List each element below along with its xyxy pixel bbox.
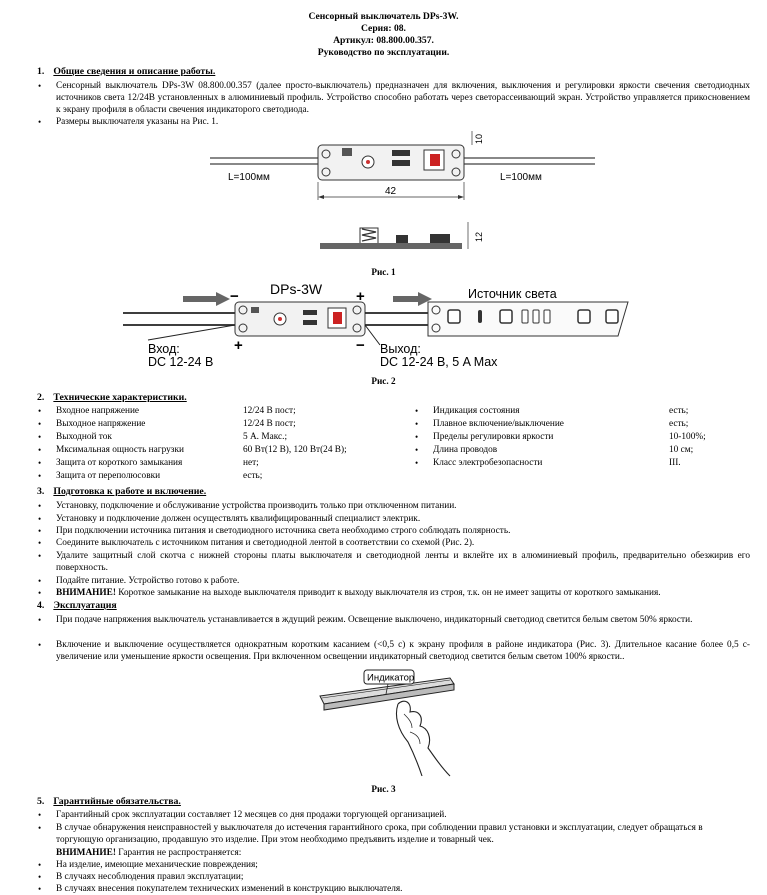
list-item-text (56, 587, 750, 599)
list-item (38, 614, 750, 626)
list-item-text: • Установку и подключение должен осуществлять квалифицированный специалист электрик. (56, 514, 421, 524)
doc-subtitle: Руководство по эксплуатации. (317, 47, 450, 58)
warning-label: ВНИМАНИЕ! (56, 848, 116, 858)
warning-label: ВНИМАНИЕ! (56, 588, 116, 598)
warning-text: Короткое замыкание на выходе выключателя приводит к выходу выключателя из строя, т.к. он не имеет защиты от короткого замыкания. (115, 588, 661, 598)
spec-value: 5 А. Макс.; (243, 432, 288, 442)
list-item (38, 537, 750, 549)
spec-row (38, 470, 408, 482)
list-item (38, 883, 750, 895)
warranty-warning (56, 847, 241, 859)
spec-row (38, 431, 408, 443)
spec-row (415, 457, 755, 469)
section-4-heading (37, 600, 117, 612)
list-item-text: • При подаче напряжения выключатель устанавливается в ждущий режим. Освещение выключено, индикаторный светодиод светится белым светом 50% яркости. (56, 615, 693, 625)
output-value: DC 12-24 В, 5 A Max (380, 355, 498, 369)
list-item-text: • Соедините выключатель с источником питания и светодиодной лентой в соответствии со схемой (Рис. 2). (56, 538, 475, 548)
section-2-heading (37, 392, 187, 404)
height-dimension: 10 (474, 133, 484, 144)
minus-sign: − (230, 288, 239, 305)
list-item (38, 525, 750, 537)
figure-2-wiring-diagram (118, 280, 638, 376)
section-number: 4. (37, 600, 45, 611)
spec-key: • Длина проводов (433, 445, 498, 455)
spec-row (415, 418, 755, 430)
section-title: Технические характеристики. (53, 392, 187, 403)
section-5-heading (37, 796, 181, 808)
section-title: Подготовка к работе и включение. (53, 486, 207, 497)
spec-row (38, 405, 408, 417)
spec-key: • Защита от короткого замыкания (56, 458, 183, 468)
section-number: 2. (37, 392, 45, 403)
list-item-text: • В случаях внесения покупателем технических изменений в конструкцию выключателя. (56, 884, 403, 894)
spec-row (415, 431, 755, 443)
list-item-text: • Размеры выключателя указаны на Рис. 1. (56, 117, 219, 127)
warning-text: Гарантия не распространяется: (115, 848, 242, 858)
section-1-heading (37, 66, 215, 78)
spec-value: 10-100%; (669, 432, 706, 442)
figure-3-touch-illustration (300, 668, 470, 780)
minus-sign: − (356, 337, 365, 354)
spec-value: 12/24 В пост; (243, 419, 296, 429)
spec-key: • Мксимальная ощность нагрузки (56, 445, 184, 455)
arrow-icon (183, 292, 230, 306)
list-item (38, 859, 750, 871)
section-number: 3. (37, 486, 45, 497)
spec-value: 12/24 В пост; (243, 406, 296, 416)
list-item (38, 513, 750, 525)
indicator-label: Индикатор (367, 672, 415, 684)
width-dimension: 42 (385, 186, 397, 197)
switch-model-label: DPs-3W (270, 281, 323, 297)
arrow-icon (393, 292, 432, 306)
spec-row (38, 444, 408, 456)
list-item (38, 550, 750, 574)
list-item (38, 871, 750, 883)
spec-value: есть; (669, 406, 689, 416)
input-label: Вход: (148, 342, 180, 356)
spec-key: • Выходной ток (56, 432, 112, 442)
section-title: Общие сведения и описание работы. (53, 66, 216, 77)
spec-row (38, 418, 408, 430)
list-item (38, 80, 750, 117)
list-item-text: • В случаях несоблюдения правил эксплуатации; (56, 872, 244, 882)
section-3-heading (37, 486, 206, 498)
side-height-dimension: 12 (474, 231, 484, 242)
list-item (38, 639, 750, 663)
spec-value: 60 Вт(12 В), 120 Вт(24 В); (243, 445, 347, 455)
figure-1-dimensions-drawing (200, 128, 600, 263)
spec-key: • Входное напряжение (56, 406, 140, 416)
spec-value: III. (669, 458, 681, 468)
spec-row (415, 444, 755, 456)
section-number: 5. (37, 796, 45, 807)
list-item-text: • Включение и выключение осуществляется однократным коротким касанием (<0,5 с) к экрану профиля в районе индикатора (Рис. 3). Длительное касание более 0,5 с-увеличение или уменьшение яркости освещения. При включенном освещении индикаторный светодиод светится белым светом 100% яркости.. (56, 640, 750, 663)
list-item-text: • На изделие, имеющие механические повреждения; (56, 860, 258, 870)
spec-key: • Защита от переполюсовки (56, 471, 161, 481)
list-item (38, 116, 750, 128)
list-item-text: • Удалите защитный слой скотча с нижней стороны платы выключателя и светодиодной ленты и вклейте их в алюминиевый профиль, предварительно обезжирив его поверхность. (56, 551, 750, 574)
list-item-text: • При подключении источника питания и светодиодного источника света необходимо строго соблюдать полярность. (56, 526, 511, 536)
input-value: DC 12-24 В (148, 355, 214, 369)
section-number: 1. (37, 66, 45, 77)
section-title: Эксплуатация (53, 600, 117, 611)
list-item (38, 587, 750, 599)
list-item (38, 500, 750, 512)
figure-3-caption: Рис. 3 (371, 784, 396, 794)
doc-series: Серия: 08. (361, 23, 406, 34)
section-title: Гарантийные обязательства. (53, 796, 181, 807)
left-wire-length: L=100мм (228, 172, 270, 183)
right-wire-length: L=100мм (500, 172, 542, 183)
spec-value: нет; (243, 458, 259, 468)
doc-article: Артикул: 08.800.00.357. (333, 35, 434, 46)
spec-key: • Индикация состояния (433, 406, 520, 416)
plus-sign: + (234, 337, 243, 354)
list-item (38, 809, 750, 821)
output-label: Выход: (380, 342, 421, 356)
figure-2-caption: Рис. 2 (371, 376, 396, 386)
spec-row (415, 405, 755, 417)
list-item (38, 822, 750, 846)
list-item-text: • Гарантийный срок эксплуатации составляет 12 месяцев со дня продажи торгующей организацией. (56, 810, 447, 820)
plus-sign: + (356, 288, 365, 305)
spec-value: 10 см; (669, 445, 694, 455)
list-item-text: • Сенсорный выключатель DPs-3W 08.800.00.357 (далее просто-выключатель) предназначен для включения, выключения и регулировки яркости свечения светодиодных источников света 12/24В установленных в алюминиевый профиль. Устройство способно работать через светорассеивающий экран. Устройство управляется прикосновением к экрану профиля в области свечения индикаторого светодиода. (56, 81, 750, 116)
list-item-text: • Установку, подключение и обслуживание устройства производить только при отключенном питании. (56, 501, 457, 511)
figure-1-caption: Рис. 1 (371, 267, 396, 277)
spec-value: есть; (669, 419, 689, 429)
list-item-text: • Подайте питание. Устройство готово к работе. (56, 576, 240, 586)
doc-title: Сенсорный выключатель DPs-3W. (308, 11, 459, 22)
light-source-label: Источник света (468, 287, 557, 301)
spec-key: • Пределы регулировки яркости (433, 432, 554, 442)
spec-key: • Выходное напряжение (56, 419, 146, 429)
spec-key: • Класс электробезопасности (433, 458, 543, 468)
spec-key: • Плавное включение/выключение (433, 419, 564, 429)
spec-value: есть; (243, 471, 263, 481)
list-item (38, 575, 750, 587)
list-item-text: • В случае обнаружения неисправностей у выключателя до истечения гарантийного срока, при соблюдении правил установки и эксплуатации, следует обращаться в торгующую организацию, продавшую это изделие. При этом необходимо предъявить изделие и товарный чек. (56, 823, 703, 846)
spec-row (38, 457, 408, 469)
